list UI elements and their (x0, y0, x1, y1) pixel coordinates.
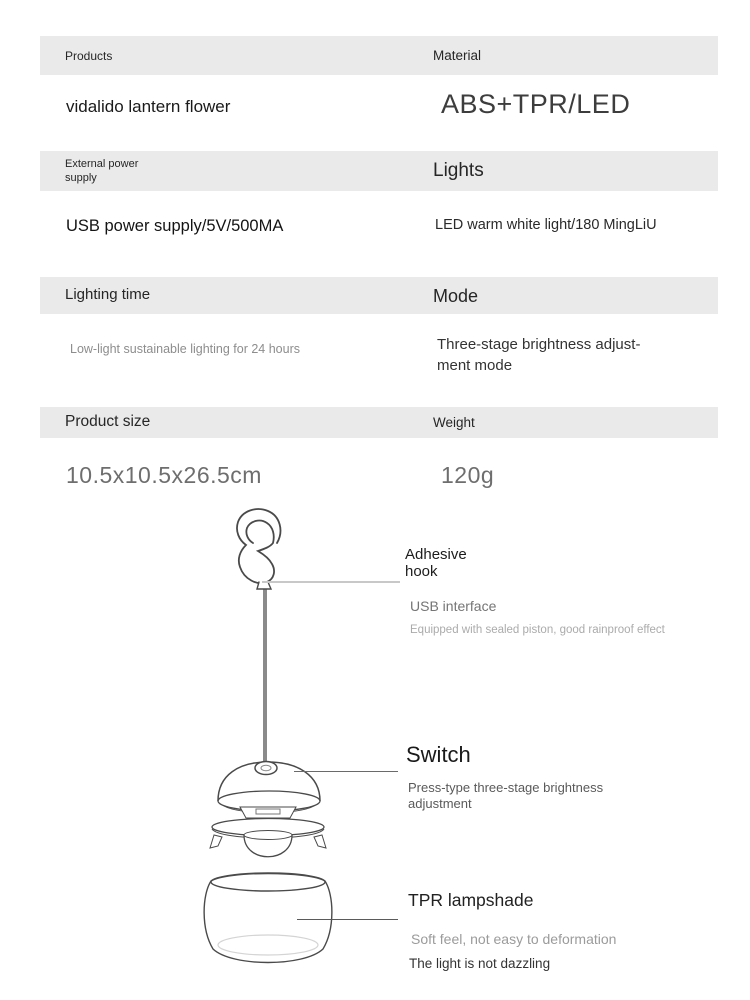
header-lighting-time: Lighting time (65, 286, 151, 303)
header-mode: Mode (433, 286, 479, 306)
header-weight: Weight (433, 415, 475, 430)
lantern-exploded-diagram (180, 505, 410, 975)
header-product-size: Product size (65, 413, 151, 430)
label-lampshade-description-2: The light is not dazzling (409, 956, 551, 971)
label-adhesive-hook: Adhesive hook (405, 546, 467, 580)
header-lights: Lights (433, 160, 484, 181)
value-material: ABS+TPR/LED (441, 89, 631, 119)
value-lights: LED warm white light/180 MingLiU (435, 217, 657, 233)
lamp-top-drawing (218, 762, 320, 819)
lamp-mid-drawing (210, 819, 326, 857)
label-switch-description: Press-type three-stage brightness adjustment (408, 780, 604, 811)
value-mode (437, 334, 640, 376)
adhesive-hook-drawing (237, 509, 280, 589)
value-product-size: 10.5x10.5x26.5cm (66, 462, 262, 488)
label-usb-interface-description: Equipped with sealed piston, good rainproof effect (410, 624, 665, 636)
value-mode-line-1: Three-stage brightness adjust- (437, 336, 641, 353)
spec-header-row-3 (40, 277, 718, 314)
spec-header-row-2 (40, 151, 718, 191)
spec-header-row-1 (40, 36, 718, 75)
header-external-power-supply: External power supply (65, 158, 139, 184)
leader-line-adhesive-hook (262, 581, 400, 583)
value-product-name: vidalido lantern flower (66, 97, 231, 116)
value-mode-line-2: ment mode (437, 357, 513, 374)
header-material: Material (433, 48, 482, 63)
spec-header-row-4 (40, 407, 718, 438)
leader-line-lampshade (297, 919, 398, 920)
label-usb-interface: USB interface (410, 598, 497, 614)
leader-line-switch (294, 771, 398, 772)
value-power-supply: USB power supply/5V/500MA (66, 217, 284, 235)
label-tpr-lampshade: TPR lampshade (408, 890, 534, 910)
lampshade-barrel-drawing (204, 873, 332, 963)
value-weight: 120g (441, 462, 495, 488)
value-lighting-time: Low-light sustainable lighting for 24 hours (70, 342, 300, 356)
label-lampshade-description-1: Soft feel, not easy to deformation (411, 931, 617, 947)
label-switch: Switch (406, 742, 471, 767)
header-products: Products (65, 49, 113, 63)
switch-button-drawing (255, 762, 277, 775)
